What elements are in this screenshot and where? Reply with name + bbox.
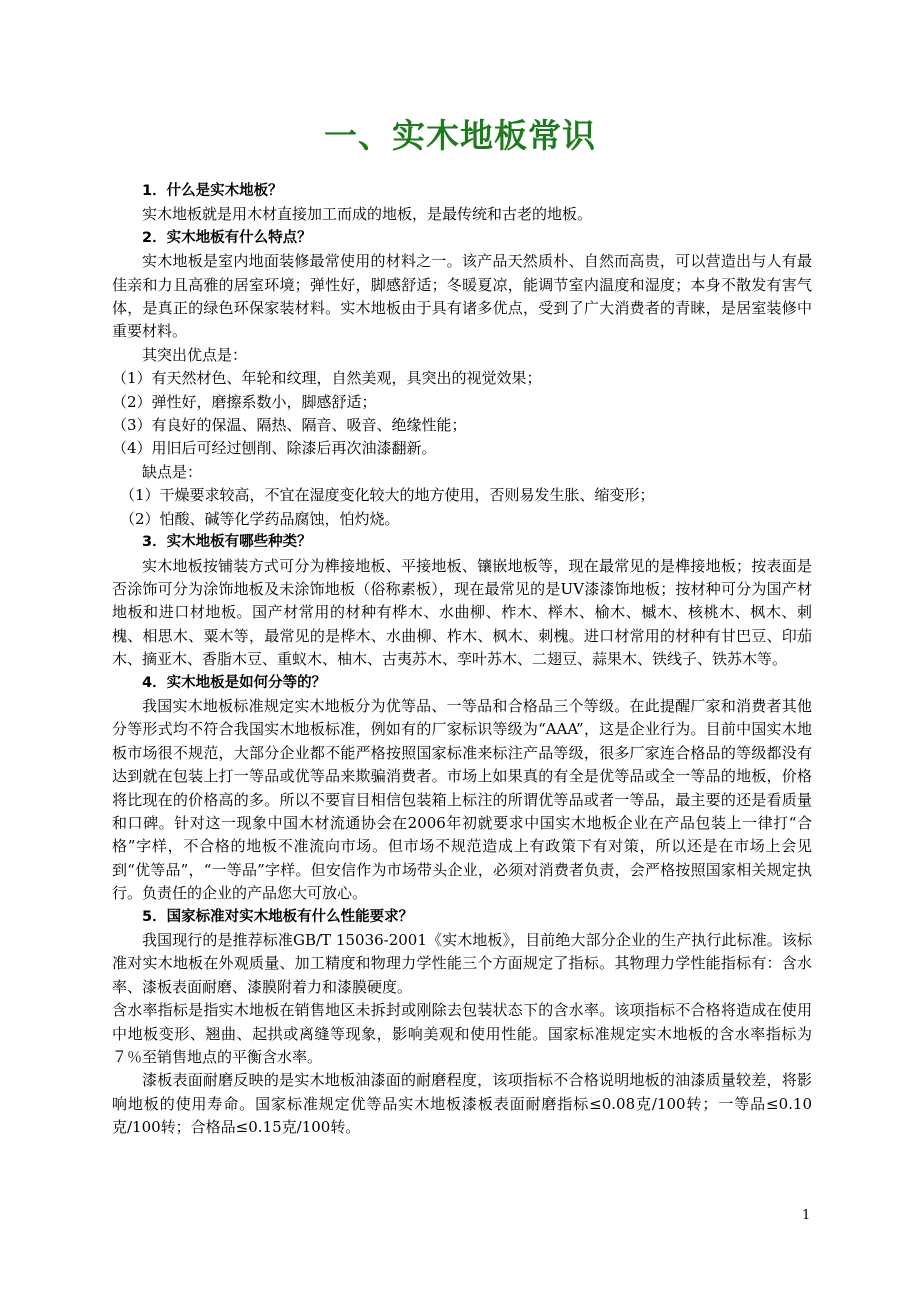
advantages-label: 其突出优点是： — [142, 345, 248, 364]
section-4-paragraph: 我国实木地板标准规定实木地板分为优等品、一等品和合格品三个等级。在此提醒厂家和消费者其他分等形式均不符合我国实木地板标准，例如有的厂家标识等级为“AAA”，这是企业行为。目前中国实木地板市场很不规范，大部分企业都不能严格按照国家标准来标注产品等级，很多厂家连合格品的等级都没有达到就在包装上打一等品或优等品来欺骗消费者。市场上如果真的有全是优等品或全一等品的地板，价格将比现在的价格高的多。所以不要盲目相信包装箱上标注的所谓优等品或者一等品，最主要的还是看质量和口碑。针对这一现象中国木材流通协会在2006年初就要求中国实木地板企业在产品包装上一律打“合格”字样，不合格的地板不准流向市场。但市场不规范造成上有政策下有对策，所以还是在市场上会见到“优等品”，“一等品”字样。但安信作为市场带头企业，必须对消费者负责，会严格按照国家相关规定执行。负责任的企业的产品您大可放心。 — [112, 696, 812, 903]
section-3-paragraph: 实木地板按铺装方式可分为榫接地板、平接地板、镶嵌地板等，现在最常见的是榫接地板；按表面是否涂饰可分为涂饰地板及未涂饰地板（俗称素板），现在最常见的是UV漆漆饰地板；按材种可分为国产材地板和进口材地板。国产材常用的材种有桦木、水曲柳、柞木、榉木、榆木、槭木、核桃木、枫木、刺槐、相思木、粟木等，最常见的是桦木、水曲柳、柞木、枫木、刺槐。进口材常用的材种有甘巴豆、印茄木、摘亚木、香脂木豆、重蚁木、柚木、古夷苏木、孪叶苏木、二翅豆、蒜果木、铁线子、铁苏木等。 — [112, 556, 812, 669]
document-body — [112, 180, 812, 1140]
section-5-paragraph-2: 含水率指标是指实木地板在销售地区未拆封或刚除去包装状态下的含水率。该项指标不合格将造成在使用中地板变形、翘曲、起拱或离缝等现象，影响美观和使用性能。国家标准规定实木地板的含水率指标为７％至销售地点的平衡含水率。 — [112, 1001, 812, 1067]
section-2-paragraph: 实木地板是室内地面装修最常使用的材料之一。该产品天然质朴、自然而高贵，可以营造出与人有最佳亲和力且高雅的居室环境；弹性好，脚感舒适；冬暖夏凉，能调节室内温度和湿度；本身不散发有害气体，是真正的绿色环保家装材料。实木地板由于具有诸多优点，受到了广大消费者的青睐，是居室装修中重要材料。 — [112, 252, 812, 341]
page-title: 一、实木地板常识 — [324, 116, 596, 155]
section-1-heading: 1．什么是实木地板？ — [142, 183, 283, 199]
advantage-item-1: （1）有天然材色、年轮和纹理，自然美观，具突出的视觉效果； — [112, 369, 542, 388]
section-1-paragraph: 实木地板就是用木材直接加工而成的地板，是最传统和古老的地板。 — [142, 205, 593, 224]
section-2-heading: 2．实木地板有什么特点？ — [142, 229, 312, 246]
page-number: 1 — [802, 1208, 811, 1223]
section-5-heading: 5．国家标准对实木地板有什么性能要求？ — [142, 908, 414, 925]
section-4-heading: 4．实木地板是如何分等的？ — [142, 674, 327, 691]
section-5-paragraph-3: 漆板表面耐磨反映的是实木地板油漆面的耐磨程度，该项指标不合格说明地板的油漆质量较差，将影响地板的使用寿命。国家标准规定优等品实木地板漆板表面耐磨指标≤0.08克/100转；一等品≤0.10克/100转；合格品≤0.15克/100转。 — [112, 1071, 812, 1137]
section-3-heading: 3．实木地板有哪些种类？ — [142, 534, 312, 551]
advantage-item-4: （4）用旧后可经过刨削、除漆后再次油漆翻新。 — [112, 439, 437, 458]
disadvantage-item-2: （2）怕酸、碱等化学药品腐蚀，怕灼烧。 — [120, 509, 400, 528]
advantage-item-2: （2）弹性好，磨擦系数小，脚感舒适； — [112, 392, 377, 411]
disadvantage-item-1: （1）干燥要求较高，不宜在湿度变化较大的地方使用，否则易发生胀、缩变形； — [120, 486, 655, 505]
section-5-paragraph-1: 我国现行的是推荐标准GB/T 15036-2001《实木地板》，目前绝大部分企业的生产执行此标准。该标准对实木地板在外观质量、加工精度和物理力学性能三个方面规定了指标。其物理力学性能指标有：含水率、漆板表面耐磨、漆膜附着力和漆膜硬度。 — [112, 931, 812, 996]
advantage-item-3: （3）有良好的保温、隔热、隔音、吸音、绝缘性能； — [112, 416, 467, 435]
disadvantages-label: 缺点是： — [142, 462, 203, 481]
